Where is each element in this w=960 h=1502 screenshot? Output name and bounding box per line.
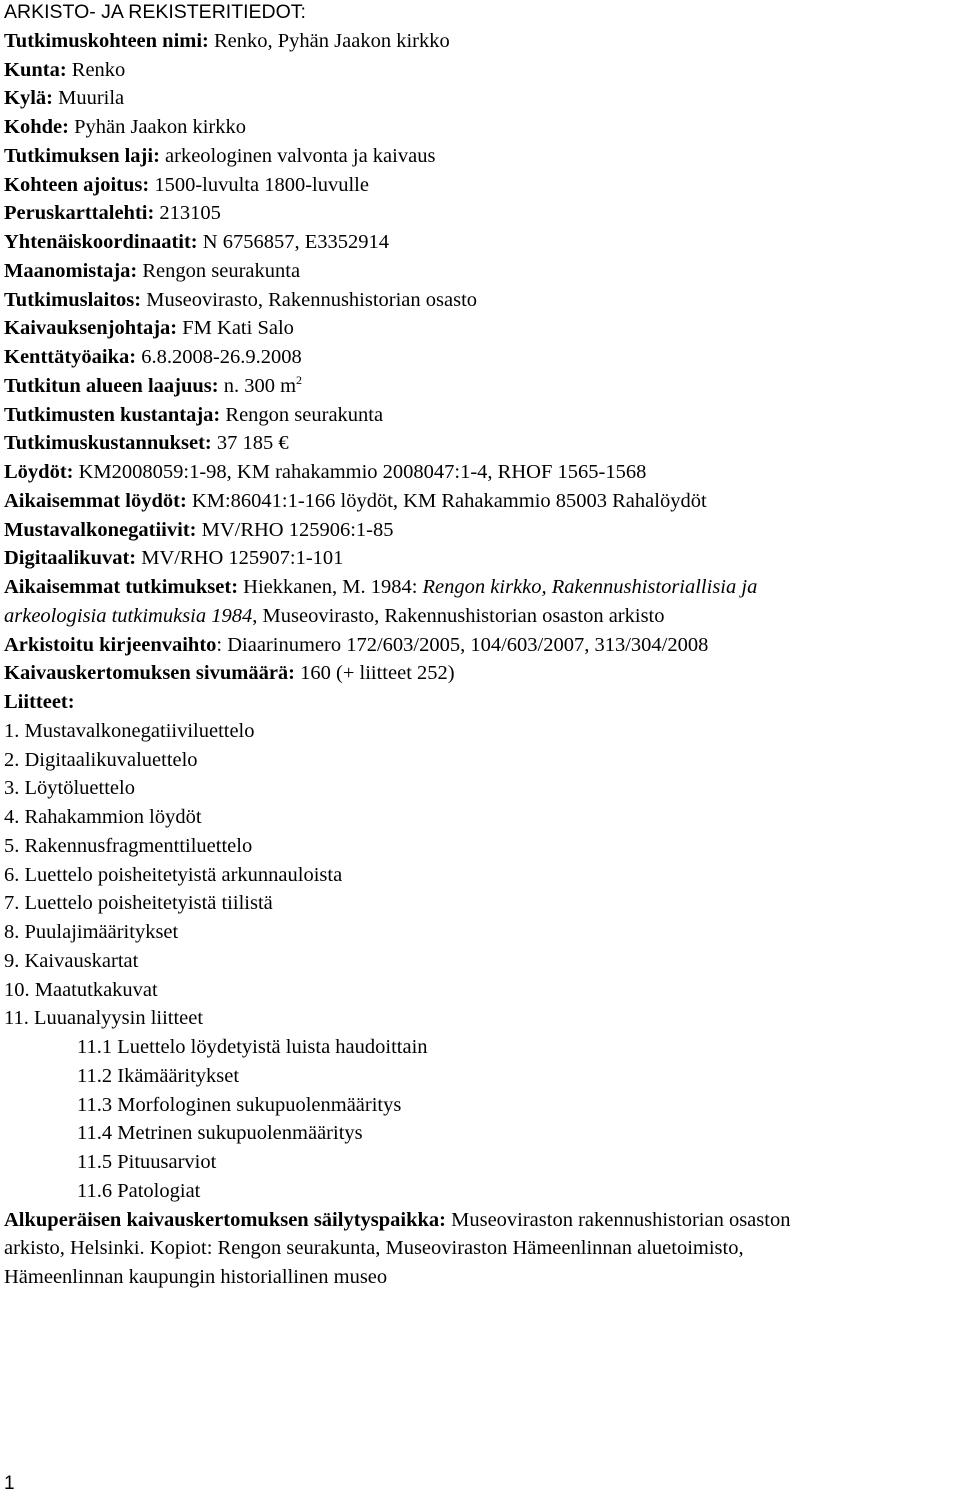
field-kaivauksenjohtaja	[4, 314, 956, 343]
field-label: Tutkimuslaitos:	[4, 288, 142, 311]
list-item: 11. Luuanalyysin liitteet	[4, 1007, 204, 1030]
field-mustavalkonegatiivit	[4, 516, 956, 545]
field-value: 6.8.2008-26.9.2008	[136, 346, 302, 368]
field-label: Kaivauskertomuksen sivumäärä:	[4, 662, 296, 685]
list-item: 7. Luettelo poisheitetyistä tiilistä	[4, 892, 273, 915]
publication-title-cont: arkeologisia tutkimuksia 1984	[4, 604, 253, 627]
field-label: Kaivauksenjohtaja:	[4, 317, 178, 340]
field-tutkimuskohteen-nimi	[4, 27, 956, 56]
attachments-label: Liitteet:	[4, 691, 75, 713]
field-value: Renko, Pyhän Jaakon kirkko	[208, 29, 450, 52]
sub-list-item: 11.5 Pituusarviot	[77, 1151, 217, 1173]
attachments-list	[4, 717, 956, 1033]
field-label: Aikaisemmat löydöt:	[4, 489, 187, 512]
list-item: 5. Rakennusfragmenttiluettelo	[4, 834, 253, 857]
document-heading: ARKISTO- JA REKISTERITIEDOT:	[4, 1, 306, 23]
field-maanomistaja	[4, 257, 956, 286]
list-item: 8. Puulajimääritykset	[4, 921, 179, 943]
field-sivumaara	[4, 659, 956, 688]
field-label: Kunta:	[4, 58, 67, 81]
list-item: 9. Kaivauskartat	[4, 949, 139, 972]
field-value: : Diaarinumero 172/603/2005, 104/603/2007, 313/304/2008	[216, 633, 709, 656]
field-kunta	[4, 56, 956, 85]
field-value: Rengon seurakunta	[220, 403, 384, 426]
field-value: Rengon seurakunta	[137, 259, 301, 282]
field-label: Maanomistaja:	[4, 259, 138, 282]
field-kohde	[4, 113, 956, 142]
field-value: Pyhän Jaakon kirkko	[68, 116, 247, 138]
field-label: Kohteen ajoitus:	[4, 173, 150, 196]
list-item: 10. Maatutkakuvat	[4, 978, 158, 1001]
field-label: Arkistoitu kirjeenvaihto	[4, 633, 217, 656]
field-tutkitun-alueen-laajuus	[4, 372, 956, 401]
field-label: Kohde:	[4, 116, 69, 138]
field-label: Peruskarttalehti:	[4, 202, 155, 225]
field-peruskarttalehti	[4, 199, 956, 228]
list-item: 3. Löytöluettelo	[4, 777, 135, 800]
field-label: Tutkimuskohteen nimi:	[4, 29, 209, 52]
field-tutkimusten-kustantaja	[4, 401, 956, 430]
field-label: Aikaisemmat tutkimukset:	[4, 576, 239, 598]
field-kohteen-ajoitus	[4, 171, 956, 200]
field-label: Tutkimusten kustantaja:	[4, 403, 221, 426]
field-value: KM:86041:1-166 löydöt, KM Rahakammio 85003 Rahalöydöt	[186, 489, 707, 512]
sub-list-item: 11.2 Ikämääritykset	[77, 1064, 240, 1087]
field-tutkimuslaitos	[4, 286, 956, 315]
field-aikaisemmat-tutkimukset-cont	[4, 602, 956, 631]
field-value: , Museovirasto, Rakennushistorian osaston arkisto	[252, 604, 665, 627]
list-item: 1. Mustavalkonegatiiviluettelo	[4, 719, 255, 742]
field-kyla	[4, 84, 956, 113]
field-arkistoitu-kirjeenvaihto	[4, 631, 956, 660]
field-kenttatyoaika	[4, 343, 956, 372]
sub-list-item: 11.4 Metrinen sukupuolenmääritys	[77, 1122, 363, 1145]
field-value: KM2008059:1-98, KM rahakammio 2008047:1-4, RHOF 1565-1568	[73, 461, 647, 483]
sub-list-item: 11.1 Luettelo löydetyistä luista haudoittain	[77, 1036, 428, 1058]
field-value: 160 (+ liitteet 252)	[295, 662, 455, 685]
field-aikaisemmat-loydot	[4, 487, 956, 516]
field-sailytyspaikka-cont: arkisto, Helsinki. Kopiot: Rengon seurakunta, Museoviraston Hämeenlinnan aluetoimisto,	[4, 1237, 744, 1260]
field-value: 1500-luvulta 1800-luvulle	[149, 173, 369, 196]
field-value: Hiekkanen, M. 1984:	[238, 576, 423, 598]
field-value: n. 300 m	[218, 374, 297, 397]
document-page	[4, 0, 956, 1292]
list-item: 4. Rahakammion löydöt	[4, 806, 202, 828]
field-value: N 6756857, E3352914	[197, 231, 389, 253]
field-label: Löydöt:	[4, 461, 74, 483]
field-yhtenaiskoordinaatit	[4, 228, 956, 257]
field-digitaalikuvat	[4, 544, 956, 573]
field-value: 213105	[154, 202, 221, 225]
field-label: Tutkimuksen laji:	[4, 144, 160, 167]
list-item: 6. Luettelo poisheitetyistä arkunnauloista	[4, 863, 343, 886]
field-label: Yhtenäiskoordinaatit:	[4, 231, 198, 253]
field-tutkimuskustannukset	[4, 429, 956, 458]
field-sailytyspaikka	[4, 1206, 956, 1235]
field-label: Alkuperäisen kaivauskertomuksen säilytyspaikka:	[4, 1208, 446, 1231]
sub-attachments-list	[4, 1033, 956, 1206]
field-value: MV/RHO 125907:1-101	[136, 547, 344, 570]
page-number: 1	[4, 1473, 15, 1494]
publication-title: Rengon kirkko, Rakennushistoriallisia ja	[422, 576, 758, 598]
field-label: Mustavalkonegatiivit:	[4, 518, 197, 541]
field-loydot	[4, 458, 956, 487]
field-label: Kenttätyöaika:	[4, 346, 137, 368]
field-aikaisemmat-tutkimukset	[4, 573, 956, 602]
field-value: arkeologinen valvonta ja kaivaus	[159, 144, 436, 167]
field-label: Tutkitun alueen laajuus:	[4, 374, 219, 397]
field-value: 37 185 €	[211, 432, 289, 455]
superscript: 2	[296, 372, 303, 387]
field-value: Museoviraston rakennushistorian osaston	[445, 1208, 791, 1231]
field-value: Museovirasto, Rakennushistorian osasto	[141, 288, 478, 311]
sub-list-item: 11.6 Patologiat	[77, 1179, 201, 1202]
field-value: Renko	[66, 58, 126, 81]
field-value: MV/RHO 125906:1-85	[196, 518, 394, 541]
field-value: Muurila	[52, 87, 125, 110]
field-tutkimuksen-laji	[4, 142, 956, 171]
field-label: Kylä:	[4, 87, 53, 110]
sub-list-item: 11.3 Morfologinen sukupuolenmääritys	[77, 1093, 402, 1116]
field-value: FM Kati Salo	[177, 317, 294, 340]
field-sailytyspaikka-cont2: Hämeenlinnan kaupungin historiallinen museo	[4, 1266, 388, 1288]
list-item: 2. Digitaalikuvaluettelo	[4, 748, 198, 771]
field-label: Tutkimuskustannukset:	[4, 432, 212, 455]
field-label: Digitaalikuvat:	[4, 547, 137, 570]
